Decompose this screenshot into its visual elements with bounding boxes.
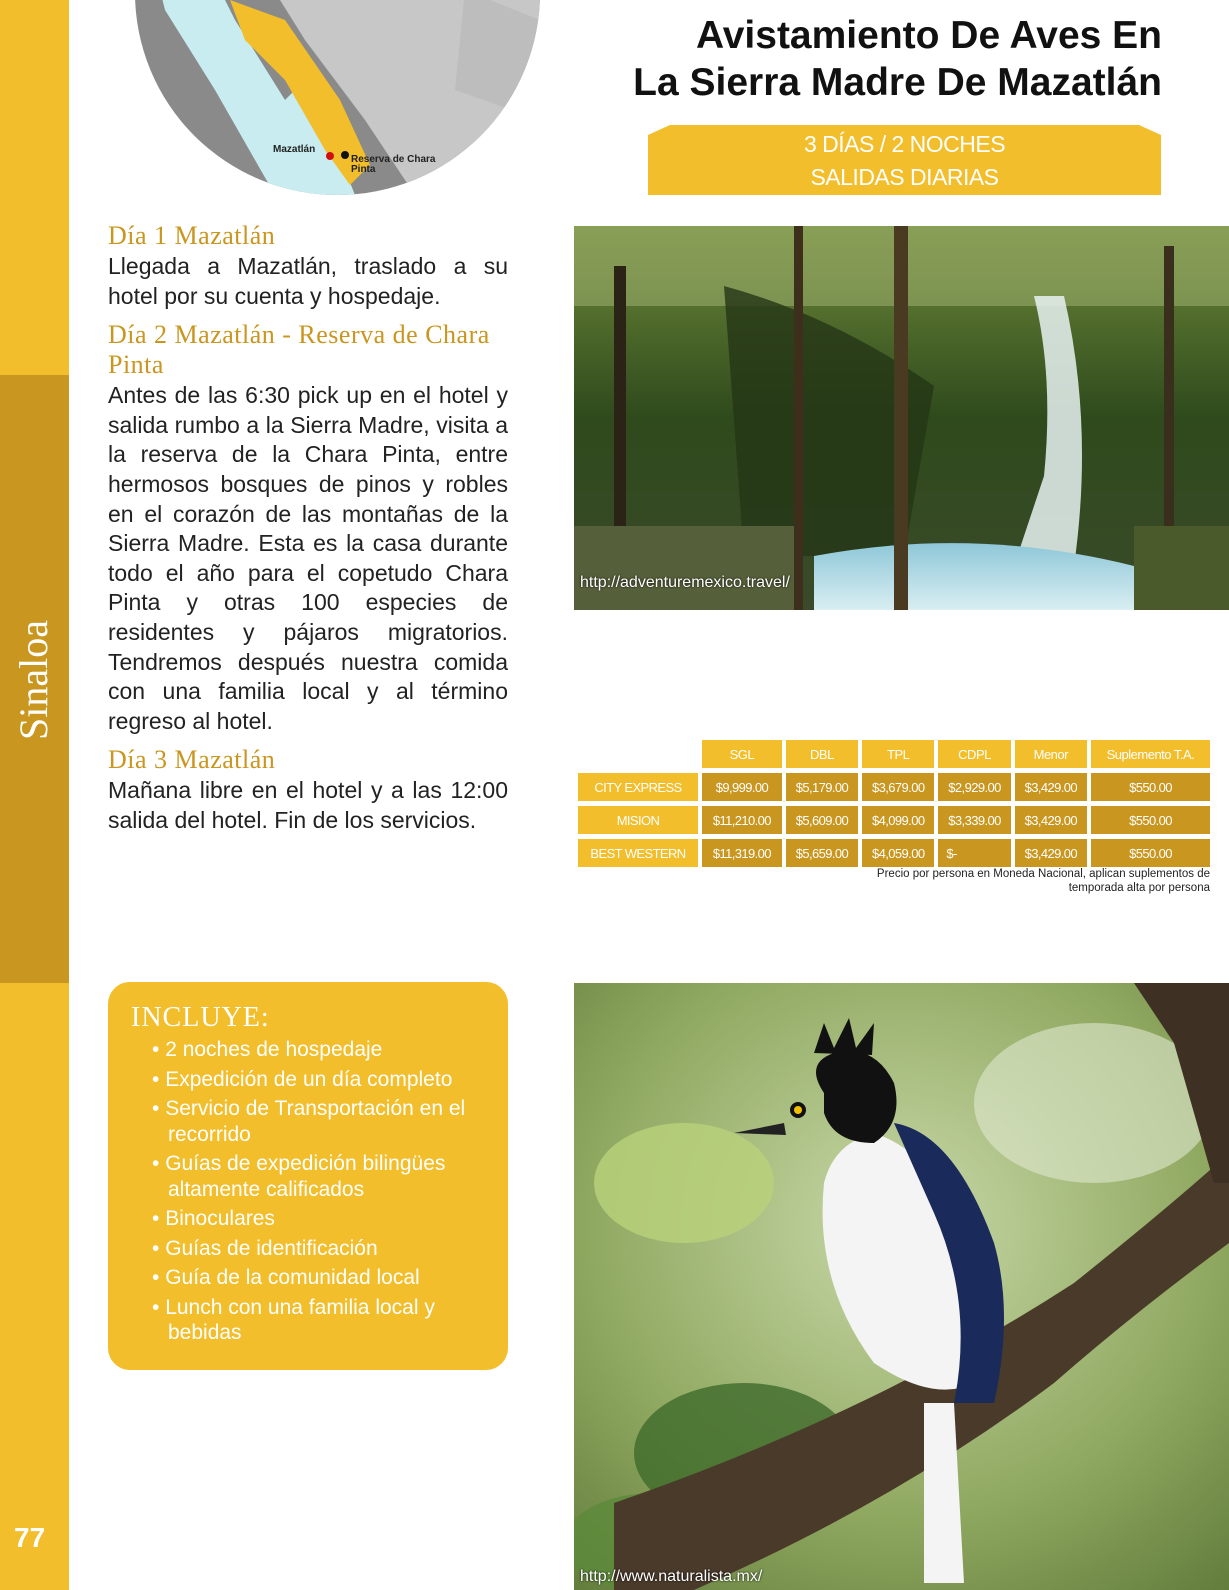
price-cell: $550.00 — [1091, 806, 1210, 834]
price-cell: $- — [938, 839, 1010, 867]
day-2-text: Antes de las 6:30 pick up en el hotel y salida rumbo a la Sierra Madre, visita a la reserva de la Chara Pinta, entre hermosos bosques de pinos y robles en el corazón de las montañas de la Sierra Madre. Esta es la casa durante todo el año para el copetudo Chara Pinta y otras 100 especies de residentes y pájaros migratorios. Tendremos después nuestra comida con una familia local y al término regreso al hotel. — [108, 382, 508, 734]
header-tpl: TPL — [862, 740, 934, 768]
price-cell: $3,429.00 — [1015, 773, 1087, 801]
price-cell: $3,429.00 — [1015, 839, 1087, 867]
price-cell: $5,659.00 — [786, 839, 858, 867]
banner-departures: SALIDAS DIARIAS — [810, 164, 999, 190]
day-1-text: Llegada a Mazatlán, traslado a su hotel por su cuenta y hospedaje. — [108, 253, 508, 309]
includes-item: • 2 noches de hospedaje — [152, 1037, 482, 1063]
day-3-text: Mañana libre en el hotel y a las 12:00 salida del hotel. Fin de los servicios. — [108, 777, 508, 833]
sidebar-band-bottom — [0, 983, 69, 1590]
price-cell: $11,319.00 — [702, 839, 782, 867]
price-cell: $3,429.00 — [1015, 806, 1087, 834]
price-table-header — [578, 740, 1210, 768]
table-row — [578, 806, 1210, 834]
header-sgl: SGL — [702, 740, 782, 768]
hotel-name: BEST WESTERN — [578, 839, 698, 867]
waterfall-photo-credit: http://adventuremexico.travel/ — [580, 574, 790, 591]
includes-item: • Servicio de Transportación en el recorrido — [152, 1096, 482, 1147]
reserve-marker-icon — [341, 151, 349, 159]
includes-item: • Guía de la comunidad local — [152, 1265, 482, 1291]
price-cell: $3,679.00 — [862, 773, 934, 801]
price-cell: $550.00 — [1091, 839, 1210, 867]
includes-box — [108, 982, 508, 1370]
title-line-2: La Sierra Madre De Mazatlán — [633, 61, 1162, 104]
day-2-title: Día 2 Mazatlán - Reserva de Chara Pinta — [108, 320, 490, 380]
price-cell: $3,339.00 — [938, 806, 1010, 834]
header-suplemento: Suplemento T.A. — [1091, 740, 1210, 768]
table-row — [578, 773, 1210, 801]
duration-banner — [648, 125, 1161, 195]
banner-duration: 3 DÍAS / 2 NOCHES — [803, 131, 1006, 157]
includes-item: • Guías de expedición bilingües altamente calificados — [152, 1151, 482, 1202]
price-cell: $2,929.00 — [938, 773, 1010, 801]
page-number: 77 — [14, 1522, 46, 1553]
includes-item: • Lunch con una familia local y bebidas — [152, 1295, 482, 1346]
day-3-title: Día 3 Mazatlán — [108, 745, 276, 775]
price-cell: $4,059.00 — [862, 839, 934, 867]
hotel-name: CITY EXPRESS — [578, 773, 698, 801]
map-label-reserve: Reserva de Chara Pinta — [351, 154, 436, 175]
bird-photo — [574, 983, 1229, 1590]
includes-item: • Guías de identificación — [152, 1236, 482, 1262]
day-1-title: Día 1 Mazatlán — [108, 221, 276, 250]
location-map — [135, 0, 540, 195]
price-table — [574, 735, 1214, 872]
page-title — [522, 12, 1162, 106]
includes-title: INCLUYE: — [131, 1002, 270, 1033]
includes-item: • Expedición de un día completo — [152, 1067, 482, 1093]
itinerary — [108, 221, 508, 845]
price-cell: $5,179.00 — [786, 773, 858, 801]
mazatlan-marker-icon — [326, 152, 334, 160]
includes-list — [152, 1037, 482, 1350]
header-blank — [578, 740, 698, 768]
title-line-1: Avistamiento De Aves En — [696, 14, 1162, 57]
price-cell: $550.00 — [1091, 773, 1210, 801]
price-note-line-2: temporada alta por persona — [1068, 882, 1210, 894]
table-row — [578, 839, 1210, 867]
map-label-mazatlan: Mazatlán — [273, 144, 316, 155]
region-label: Sinaloa — [11, 620, 56, 740]
price-cell: $4,099.00 — [862, 806, 934, 834]
price-cell: $11,210.00 — [702, 806, 782, 834]
sidebar-band-top — [0, 0, 69, 375]
header-cdpl: CDPL — [938, 740, 1010, 768]
header-menor: Menor — [1015, 740, 1087, 768]
price-cell: $5,609.00 — [786, 806, 858, 834]
includes-item: • Binoculares — [152, 1206, 482, 1232]
bird-photo-credit: http://www.naturalista.mx/ — [580, 1568, 763, 1585]
price-note-line-1: Precio por persona en Moneda Nacional, aplican suplementos de — [876, 868, 1210, 880]
price-cell: $9,999.00 — [702, 773, 782, 801]
header-dbl: DBL — [786, 740, 858, 768]
waterfall-photo — [574, 226, 1229, 610]
price-note — [830, 867, 1210, 895]
hotel-name: MISION — [578, 806, 698, 834]
